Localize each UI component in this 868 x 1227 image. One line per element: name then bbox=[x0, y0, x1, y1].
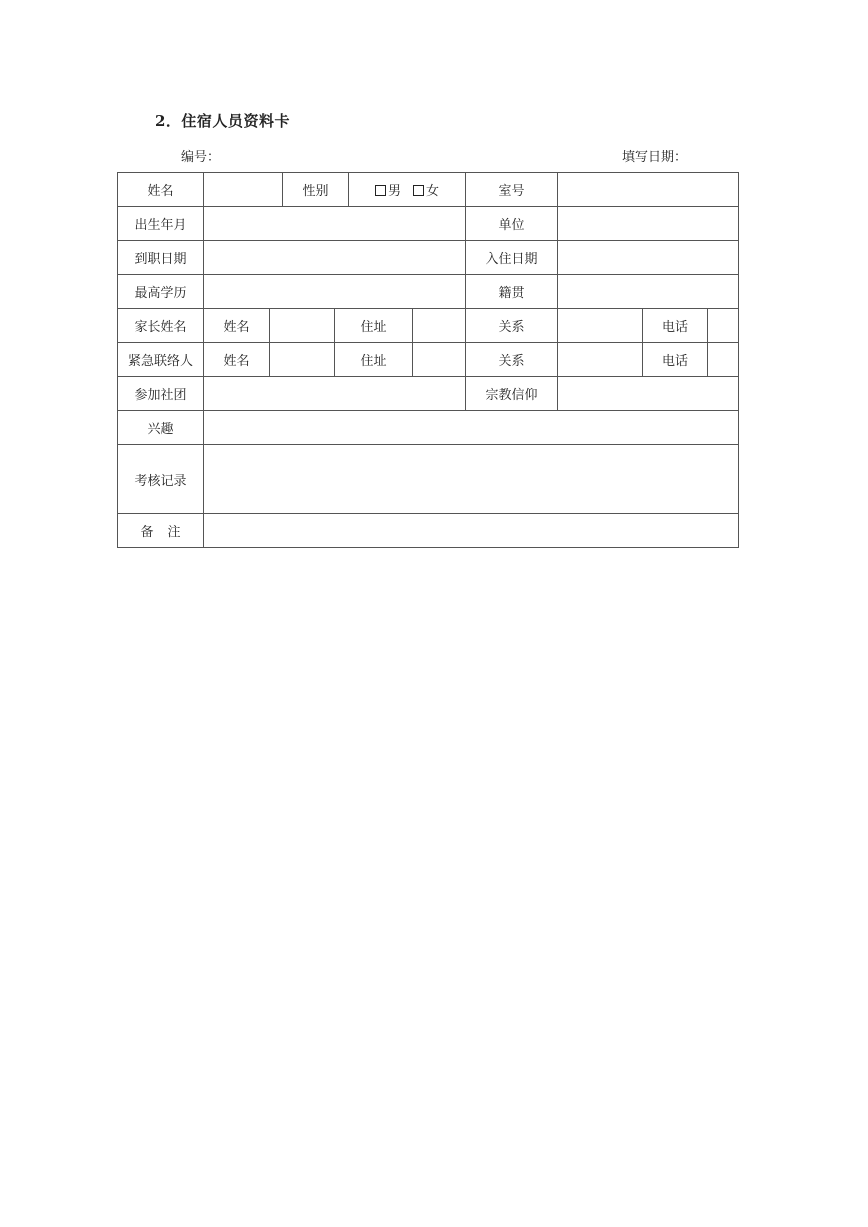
club-field[interactable] bbox=[204, 377, 466, 411]
room-field[interactable] bbox=[558, 173, 739, 207]
resident-info-card bbox=[117, 172, 739, 548]
gender-label: 性别 bbox=[283, 173, 349, 207]
remark-label-cell bbox=[118, 514, 204, 548]
club-label: 参加社团 bbox=[118, 377, 204, 411]
female-label: 女 bbox=[426, 184, 440, 199]
parent-name-label: 姓名 bbox=[204, 309, 270, 343]
parent-address-label: 住址 bbox=[335, 309, 413, 343]
fill-date-label: 填写日期： bbox=[622, 150, 688, 165]
gender-options bbox=[349, 173, 466, 207]
birth-label: 出生年月 bbox=[118, 207, 204, 241]
join-date-field[interactable] bbox=[204, 241, 466, 275]
religion-label: 宗教信仰 bbox=[466, 377, 558, 411]
emergency-relation-field[interactable] bbox=[558, 343, 643, 377]
unit-field[interactable] bbox=[558, 207, 739, 241]
parent-relation-label: 关系 bbox=[466, 309, 558, 343]
education-field[interactable] bbox=[204, 275, 466, 309]
parent-phone-label: 电话 bbox=[643, 309, 708, 343]
emergency-phone-label: 电话 bbox=[643, 343, 708, 377]
religion-field[interactable] bbox=[558, 377, 739, 411]
female-checkbox[interactable] bbox=[413, 185, 424, 196]
hobby-field[interactable] bbox=[204, 411, 739, 445]
hobby-label: 兴趣 bbox=[118, 411, 204, 445]
remark-label: 备注 bbox=[140, 525, 195, 540]
emergency-phone-field[interactable] bbox=[708, 343, 739, 377]
room-label: 室号 bbox=[466, 173, 558, 207]
emergency-label: 紧急联络人 bbox=[118, 343, 204, 377]
emergency-name-label: 姓名 bbox=[204, 343, 270, 377]
remark-field[interactable] bbox=[204, 514, 739, 548]
male-label: 男 bbox=[388, 184, 402, 199]
page-title: 2．住宿人员资料卡 bbox=[155, 112, 290, 130]
education-label: 最高学历 bbox=[118, 275, 204, 309]
parent-phone-field[interactable] bbox=[708, 309, 739, 343]
emergency-address-label: 住址 bbox=[335, 343, 413, 377]
join-date-label: 到职日期 bbox=[118, 241, 204, 275]
native-label: 籍贯 bbox=[466, 275, 558, 309]
checkin-date-label: 入住日期 bbox=[466, 241, 558, 275]
name-field[interactable] bbox=[204, 173, 283, 207]
assessment-label: 考核记录 bbox=[118, 445, 204, 514]
parent-address-field[interactable] bbox=[413, 309, 466, 343]
checkin-date-field[interactable] bbox=[558, 241, 739, 275]
birth-field[interactable] bbox=[204, 207, 466, 241]
unit-label: 单位 bbox=[466, 207, 558, 241]
name-label: 姓名 bbox=[118, 173, 204, 207]
emergency-relation-label: 关系 bbox=[466, 343, 558, 377]
parent-label: 家长姓名 bbox=[118, 309, 204, 343]
emergency-address-field[interactable] bbox=[413, 343, 466, 377]
native-field[interactable] bbox=[558, 275, 739, 309]
male-checkbox[interactable] bbox=[375, 185, 386, 196]
parent-name-field[interactable] bbox=[270, 309, 335, 343]
number-label: 编号： bbox=[181, 150, 221, 165]
parent-relation-field[interactable] bbox=[558, 309, 643, 343]
assessment-field[interactable] bbox=[204, 445, 739, 514]
emergency-name-field[interactable] bbox=[270, 343, 335, 377]
